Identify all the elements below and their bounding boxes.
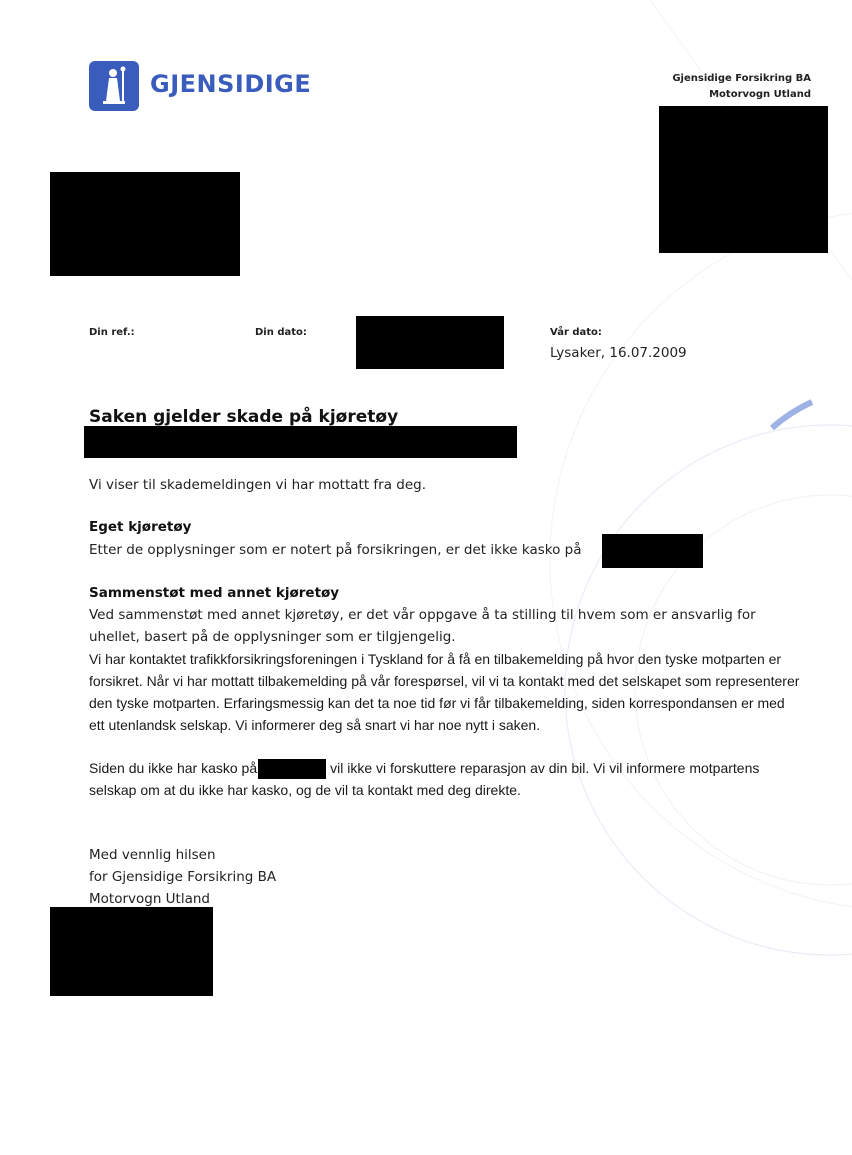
logo-wordmark: GJENSIDIGE bbox=[150, 70, 312, 98]
collision-paragraph-2: Vi har kontaktet trafikkforsikringsforeningen i Tyskland for å få en tilbakemelding på hvor den tyske motparten er forsikret. Når vi har mottatt tilbakemelding på vår forespørsel, vil vi ta kontakt med det selskapet som representerer den tyske motparten. Erfaringsmessig kan det ta noe tid før vi får tilbakemelding, siden korrespondansen er med ett utenlandsk selskap. Vi informerer deg så snart vi har noe nytt i saken. bbox=[89, 651, 800, 733]
redacted-date bbox=[356, 316, 504, 369]
own-vehicle-sentence: Etter de opplysninger som er notert på forsikringen, er det ikke kasko på bbox=[89, 542, 582, 558]
redacted-signature bbox=[50, 907, 213, 996]
closing-company: for Gjensidige Forsikring BA bbox=[89, 869, 277, 885]
redacted-vehicle-reg-inline bbox=[258, 759, 326, 779]
redacted-vehicle-reg bbox=[602, 534, 703, 568]
intro-text: Vi viser til skademeldingen vi har mottatt fra deg. bbox=[89, 477, 427, 493]
no-advance-paragraph bbox=[89, 757, 804, 801]
collision-paragraph-1: Ved sammenstøt med annet kjøretøy, er det vår oppgave å ta stilling til hvem som er ansvarlig for uhellet, basert på de opplysninger som er tilgjengelig. bbox=[89, 607, 756, 645]
closing-department: Motorvogn Utland bbox=[89, 891, 210, 907]
section-collision-heading: Sammenstøt med annet kjøretøy bbox=[89, 585, 340, 601]
redacted-block-top-right bbox=[659, 106, 828, 253]
closing-block bbox=[89, 844, 276, 910]
closing-greeting: Med vennlig hilsen bbox=[89, 847, 216, 863]
sender-department: Motorvogn Utland bbox=[709, 89, 811, 100]
no-advance-text-after: vil ikke vi forskuttere reparasjon av din bil. Vi vil informere motpartens selskap om at du ikke har kasko, og de vil ta kontakt med deg direkte. bbox=[89, 760, 760, 799]
your-date-label: Din dato: bbox=[255, 327, 307, 338]
our-date-label: Vår dato: bbox=[550, 327, 602, 338]
section-own-vehicle-text bbox=[89, 539, 582, 561]
section-own-vehicle-heading: Eget kjøretøy bbox=[89, 519, 192, 535]
gjensidige-logo-icon bbox=[89, 61, 139, 111]
no-advance-text-before: Siden du ikke har kasko på bbox=[89, 760, 258, 776]
redacted-subject-detail bbox=[84, 426, 517, 458]
sender-company: Gjensidige Forsikring BA bbox=[672, 73, 811, 84]
sender-address bbox=[672, 71, 811, 103]
your-ref-label: Din ref.: bbox=[89, 327, 135, 338]
our-date-value: Lysaker, 16.07.2009 bbox=[550, 345, 687, 361]
redacted-recipient-address bbox=[50, 172, 240, 276]
letter-subject: Saken gjelder skade på kjøretøy bbox=[89, 407, 399, 427]
